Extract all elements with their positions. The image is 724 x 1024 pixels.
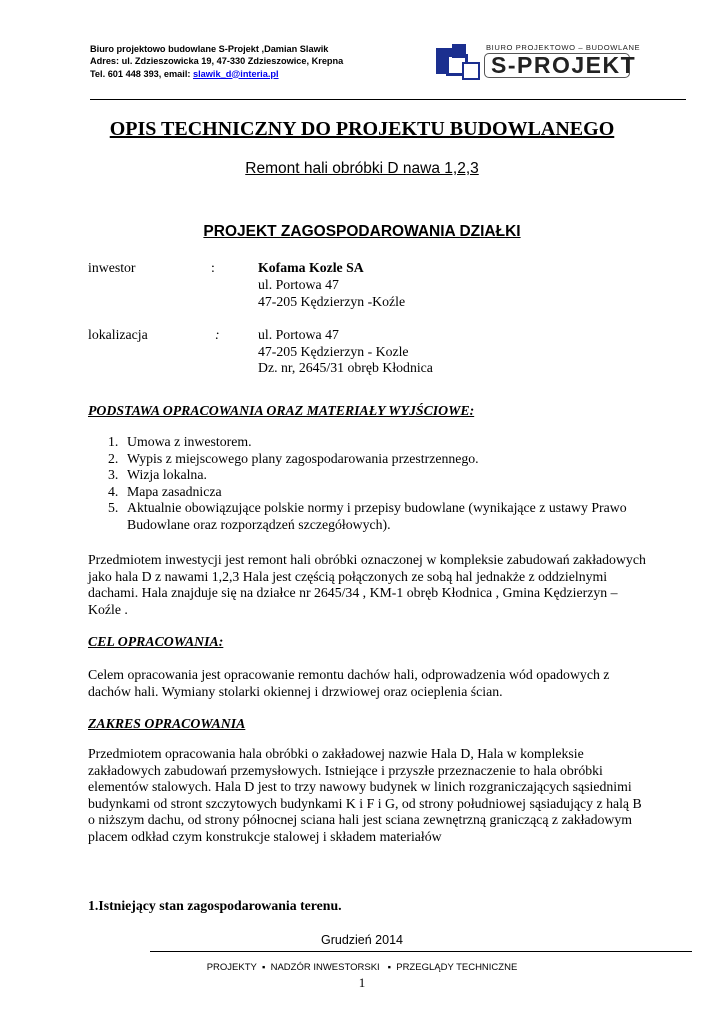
- scope-heading: ZAKRES OPRACOWANIA: [88, 716, 246, 731]
- page-number: 1: [358, 975, 366, 990]
- footer-date: Grudzień 2014: [320, 933, 403, 947]
- company-address: Adres: ul. Zdzieszowicka 19, 47-330 Zdzieszowice, Krepna: [90, 56, 344, 67]
- goal-heading: CEL OPRACOWANIA:: [88, 634, 224, 649]
- document-title: OPIS TECHNICZNY DO PROJEKTU BUDOWLANEGO: [109, 118, 615, 140]
- location-city: 47-205 Kędzierzyn - Kozle: [258, 344, 409, 359]
- investor-colon: :: [211, 260, 215, 275]
- investor-city: 47-205 Kędzierzyn -Koźle: [258, 294, 406, 309]
- company-header: [90, 43, 343, 80]
- email-link[interactable]: slawik_d@interia.pl: [193, 68, 279, 79]
- list-item: 4. Mapa zasadnicza: [108, 483, 222, 499]
- basis-heading: PODSTAWA OPRACOWANIA ORAZ MATERIAŁY WYJŚCIOWE:: [88, 403, 475, 418]
- list-item: 5. Aktualnie obowiązujące polskie normy i przepisy budowlane (wynikające z ustawy Prawo Budowlane oraz rozporządzeń szczegółowych).: [108, 500, 627, 532]
- list-item: 1. Umowa z inwestorem.: [108, 434, 252, 449]
- logo-tagline: BIURO PROJEKTOWO – BUDOWLANE: [486, 43, 641, 52]
- location-street: ul. Portowa 47: [258, 327, 339, 342]
- list-item: 3. Wizja lokalna.: [108, 467, 207, 483]
- intro-paragraph: Przedmiotem inwestycji jest remont hali obróbki oznaczonej w kompleksie zabudowań zakładowych jako hala D z nawami 1,2,3 Hala jest częścią połączonych ze sobą hal jednakże z oddzielnymi dachami. Hala znajduje się na działce nr 2645/34 , KM-1 obręb Kłodnica , Gmina Kędzierzyn – Koźle .: [88, 552, 646, 617]
- footer-services: PROJEKTY ▪ NADZÓR INWESTORSKI ▪ PRZEGLĄDY TECHNICZNE: [206, 962, 518, 973]
- investor-street: ul. Portowa 47: [258, 277, 339, 292]
- investor-label: inwestor: [88, 260, 136, 275]
- investor-name: Kofama Kozle SA: [258, 260, 364, 275]
- section-1-heading: 1.Istniejący stan zagospodarowania terenu.: [88, 898, 342, 913]
- company-contact: [90, 68, 343, 80]
- logo-squares-icon: [434, 44, 482, 80]
- company-name: Biuro projektowo budowlane S-Projekt ,Damian Slawik: [90, 44, 329, 54]
- s-projekt-logo: [434, 41, 641, 81]
- phone-text: Tel. 601 448 393, email:: [90, 68, 193, 79]
- location-label: lokalizacja: [88, 327, 148, 342]
- logo-brand: S-PROJEKT: [491, 52, 637, 78]
- goal-text: Celem opracowania jest opracowanie remontu dachów hali, odprowadzenia wód opadowych z dachów hali. Wymiany stolarki okiennej i drzwiowej oraz ocieplenia ścian.: [88, 667, 610, 699]
- header-divider: [90, 99, 686, 100]
- footer-divider: [150, 951, 692, 952]
- list-item: 2. Wypis z miejscowego plany zagospodarowania przestrzennego.: [108, 450, 479, 466]
- section-title: PROJEKT ZAGOSPODAROWANIA DZIAŁKI: [203, 223, 521, 240]
- location-plot: Dz. nr, 2645/31 obręb Kłodnica: [258, 360, 433, 375]
- location-colon: :: [215, 327, 220, 342]
- basis-list: [88, 434, 655, 534]
- document-subtitle: Remont hali obróbki D nawa 1,2,3: [245, 160, 479, 177]
- scope-text: Przedmiotem opracowania hala obróbki o zakładowej nazwie Hala D, Hala w kompleksie zakładowych zabudowań przemysłowych. Istniejące i przyszłe przeznaczenie to hala obróbki elementów stalowych. Hala D jest to trzy nawowy budynek w linich rozgraniczających sąsiednimi budynkami od stront szczytowych budynkami K i F i G, od strony południowej sąsiadujący z halą B o niższym dachu, od strony północnej sciana hali jest sciana zewnętrzną graniczącą z zakładowym placem odkład czym konstrukcje stalowej i składem materiałów: [88, 746, 642, 844]
